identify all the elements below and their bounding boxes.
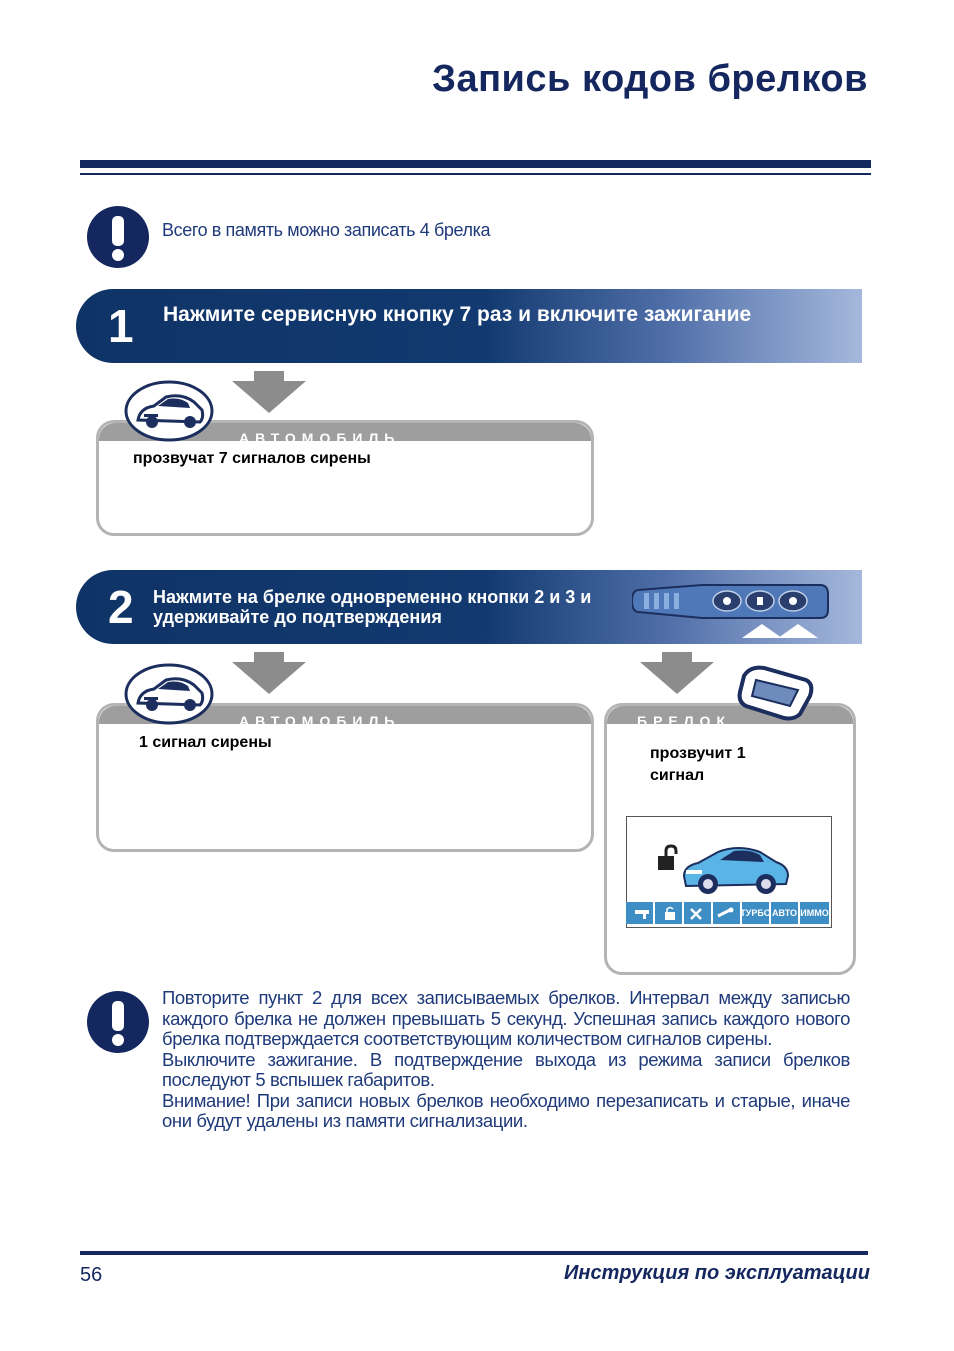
- lcd-glyphs: [630, 906, 750, 922]
- footer-label: Инструкция по эксплуатации: [564, 1262, 870, 1284]
- car-label: АВТОМОБИЛЬ: [239, 713, 401, 729]
- note-top: Всего в память можно записать 4 брелка: [162, 220, 491, 240]
- keyfob-display-icon: [736, 664, 816, 722]
- exclamation-icon: [87, 991, 149, 1053]
- lcd-icon-turbo: ТУРБО: [742, 902, 769, 924]
- note-paragraph: Внимание! При записи новых брелков необходимо перезаписать и старые, иначе они будут удалены из памяти сигнализации.: [162, 1089, 850, 1131]
- note-bottom: [162, 988, 850, 1132]
- step-1-instruction: Нажмите сервисную кнопку 7 раз и включите зажигание: [163, 303, 752, 326]
- note-paragraph: Повторите пункт 2 для всех записываемых брелков. Интервал между записью каждого брелка не должен превышать 5 секунд. Успешная запись каждого нового брелка подтверждается соответствующим количеством сигналов сирены.: [162, 987, 850, 1049]
- exclamation-icon: [87, 206, 149, 268]
- arrow-down-icon: [232, 371, 306, 413]
- car-display-icon: [680, 838, 792, 900]
- unlock-icon: [656, 844, 678, 872]
- step-1-band: [76, 289, 862, 363]
- fob-label: БРЕЛОК: [637, 713, 731, 729]
- step-2-car-box: [96, 703, 594, 852]
- page-title: Запись кодов брелков: [432, 58, 868, 100]
- car-badge-icon: [124, 663, 214, 725]
- step-2-instruction: Нажмите на брелке одновременно кнопки 2 и 3 и удерживайте до подтверждения: [153, 587, 592, 627]
- keyfob-icon: [632, 580, 830, 640]
- footer-rule: [80, 1251, 868, 1255]
- fob-signal-text-line2: сигнал: [650, 767, 705, 784]
- car-signal-text: прозвучат 7 сигналов сирены: [133, 450, 371, 467]
- car-badge-icon: [124, 380, 214, 442]
- step-1-number: 1: [108, 300, 134, 352]
- car-signal-text: 1 сигнал сирены: [139, 734, 272, 751]
- header-rule-thick: [80, 160, 871, 168]
- header-rule-thin: [80, 173, 871, 175]
- note-paragraph: Выключите зажигание. В подтверждение выхода из режима записи брелков последуют 5 вспышек габаритов.: [162, 1048, 850, 1090]
- arrow-down-icon: [640, 652, 714, 694]
- step-2-number: 2: [108, 581, 134, 633]
- car-label: АВТОМОБИЛЬ: [239, 430, 401, 446]
- fob-signal-text-line1: прозвучит 1: [650, 745, 746, 762]
- page-number: 56: [80, 1264, 103, 1286]
- arrow-down-icon: [232, 652, 306, 694]
- lcd-icon-immo: ИММО: [800, 902, 829, 924]
- lcd-icon-auto: АВТО: [771, 902, 798, 924]
